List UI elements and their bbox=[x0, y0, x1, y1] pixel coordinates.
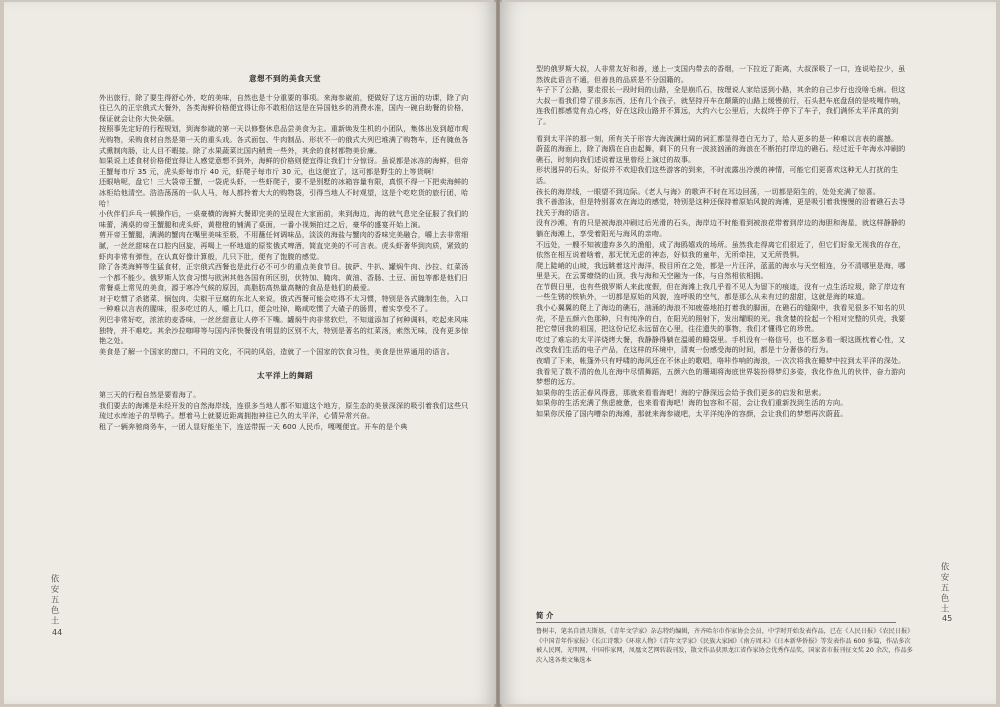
paragraph: 如果说上述食材价格便宜得让人感觉意想不到外，海鲜的价格则便宜得让我们十分惊讶。虽说都是冰冻的海鲜，但帝王蟹每市斤 35 元，虎头虾每市斤 40 元，虾爬子每市斤 30 元，也这便宜了，这可都是野生的上等货啊！ bbox=[99, 156, 469, 176]
left-page-number: 44 bbox=[52, 628, 63, 637]
paragraph: 还眼啥呢，盘它！三大袋帝王蟹，一袋虎头虾，一些虾爬子，要不是别墅的冰箱容量有限，真恨不得一下把卖海鲜的冰柜给他清空。浩浩荡荡的一队人马，每人都拎着大大的购物袋，引得当地人不时观望，这是个吃吃货的旅行团，哈哈！ bbox=[99, 177, 469, 208]
article-title-food: 意想不到的美食天堂 bbox=[249, 74, 321, 83]
bio-divider bbox=[536, 622, 896, 623]
paragraph: 第三天的行程自然是要看海了。 bbox=[99, 390, 201, 400]
paragraph: 我小心翼翼的爬上了海边的礁石，汹涌的海浪不知疲倦地拍打着我的脚面，在礁石的缝隙中，我看见很多不知名的贝壳，不是五颜六色那种，只有纯净的白，在阳光的照射下，发出耀眼的光。我贪婪的捡起一个相对完整的贝壳，我要把它带回我的祖国，把这份记忆永远留在心里，往往遗失的事物，我们才懂得它的珍贵。 bbox=[536, 303, 906, 334]
paragraph: 孩长的海岸线，一眼望不到边际。《老人与海》的歌声不时在耳边回荡，一切都是陌生的，处处充满了惊喜。 bbox=[536, 186, 881, 196]
paragraph: 车子下了公路，要走很长一段时间的山路，全是崩爪石，按理说人家给送到小路，其余的自己步行也没啥毛病。但这大叔一看我们带了很多东西，还有几个孩子，就坚持开车在颠簸的山路上缓慢前行，石头把车底盘刮的是吱嘎作响，连我们都感觉有点心疼，好在这段山路并不算远，大约六七公里后，大叔终于停下了车子，我们满怀太平洋真的到了。 bbox=[536, 85, 906, 126]
paragraph: 看到太平洋的那一刻，所有关于形容大海波澜壮阔的词汇都显得苍白无力了，给人更多的是一种难以言表的震撼。 bbox=[536, 133, 899, 143]
paragraph: 爬上陡峭的山坡，我远眺着这片海洋，极目所在之处，都是一片汪洋，蓝蓝的海水与天空相连，分不清哪里是海，哪里是天，在云雾缭绕的山顶，我与海和天空融为一体，与自然相依相拥。 bbox=[536, 260, 906, 281]
article-title-pacific: 太平洋上的舞蹈 bbox=[257, 371, 313, 381]
paragraph: 按照事先定好的行程规划，到海参崴的第一天以修整休息品尝美食为主。重新焕发生机的小团队，集体出发到超市观光购物，采购食材自然是第一天的重头戏。各式面包、牛肉制品、形状不一的俄式大列巴堆满了购物车，还有腌鱼各式熏制肉肠，让人目不暇接。除了水果蔬菜比国内稍贵一些外，其余的食材都物美价廉。 bbox=[99, 124, 469, 155]
paragraph: 列巴非常好吃，浓浓的麦香味，一丝丝甜意让人停不下嘴。罐焖牛肉非常软烂，不知道添加了何种调料，吃起来风味独特，并不难吃。其余沙拉咖啡等与国内洋快餐没有明显的区别不大，特别是著名的红菜汤，索然无味，没有更多惊艳之处。 bbox=[99, 315, 469, 346]
paragraph: 不远处，一艘不知被遗弃多久的渔船，成了海鸥嬉戏的场所。虽然我走得离它们很近了，但它们好象无视我的存在，依然在相互说着啥着，那无忧无虑的神态，好似我的童年，无所牵挂，又无所畏惧。 bbox=[536, 239, 906, 260]
left-page-text-column bbox=[99, 74, 471, 432]
paragraph: 租了一辆奔驰商务车，一团人显好能坐下，连送带振一天 600 人民币，嘎嘎便宜。开车的是个典 bbox=[99, 421, 408, 431]
bio-heading: 简 介 bbox=[536, 611, 554, 620]
paragraph: 吃过了难忘的太平洋烧烤大餐，我静静得躺在温暖的睡袋里。手机没有一格信号，也不愿多看一眼这既枕着心性，又改变我们生活的电子产品，在这样的环境中，清爽一份感受海的时间，都是十分奢侈的行为。 bbox=[536, 334, 906, 355]
paragraph: 蔚蓝的海面上，除了海鸥在自由起舞，剩下的只有一波波汹涌的海浪在不断拍打岸边的礁石。经过近千年海水冲刷的礁石，时刻向我们述说着这里曾经上演过的故事。 bbox=[536, 144, 906, 164]
paragraph: 我们要去的海滩是未经开发的自然海岸线，连很多当地人都不知道这个地方，原生态的美景深深的吸引着我们这些只琉过水库池子的旱鸭子。想着马上就要近距离拥抱神往已久的太平洋，心情异常兴奋。 bbox=[99, 400, 469, 421]
paragraph: 美食是了解一个国家的窗口，不同的文化，不同的风俗，造就了一个国家的饮食习性，美食是世界通用的语言。 bbox=[99, 346, 454, 356]
right-page-number: 45 bbox=[942, 614, 953, 623]
right-page bbox=[500, 2, 996, 704]
paragraph: 小伙伴们乒乓一顿操作后，一桌豪横的海鲜大餐即完美的呈现在大家面前，来到海边，海的就气息完全征服了我们的味蕾，满桌的帝王蟹腿和虎头虾，黄橙橙的铺满了桌面，一番小视频拍过之后，豪华的盛宴开始上演。 bbox=[99, 209, 469, 229]
right-page-text-column bbox=[536, 64, 912, 420]
right-side-label: 依安五色土 bbox=[939, 562, 949, 615]
paragraph: 除了各类海鲜等生猛食材，正宗俄式西餐也是此行必不可少的重点美食节目。披萨、牛扒、罐焖牛肉、沙拉、红菜汤一个都不能少。俄罗斯人饮食习惯与欧洲其他各国有所区别，伏特加、腌肉、黄油、香肠、土豆、面包等都是他们日常餐桌上常见的美食，源于寒冷气候的原因，高脂肪高热量高糖的食品是他们的最爱。 bbox=[99, 262, 469, 293]
paragraph: 形状迥异的石头，好似并不欢迎我们这些游客的到来，不时流露出冷漠的神情，可能它们更喜欢这种无人打扰的生活。 bbox=[536, 165, 899, 185]
paragraph: 剪开帝王蟹腿，满满的蟹肉在嘴里美味至极，不用蘸任何调味品，淡淡的海盐与蟹肉的香味完美融合，嚼上去非常细腻，一丝丝甜味在口腔内回旋，再喝上一杯地道的原浆俄式啤酒，简直完美的不可言表。虎头虾奢华到肉质，紧致的虾肉非常有弹性，在认真好像计算般，几只下肚，便有了饱腹的感觉。 bbox=[99, 230, 469, 261]
paragraph: 我不善游泳，但是特别喜欢在海边的感觉，特别是这种还保持着原始风貌的海滩，更是吸引着我慢慢的沿着礁石去寻找关于海的语言。 bbox=[536, 197, 906, 217]
left-side-label: 依安五色土 bbox=[49, 574, 59, 627]
paragraph: 外出旅行，除了要生得舒心外，吃的美味，自然也是十分重要的事项。来海参崴前，便做好了这方面的功课，除了向往已久的正宗俄式大餐外，各类海鲜价格便宜得让你不敢相信这是在异国他乡的消费水准，国内一碗自助餐的价格，保证就会让你大快朵颐。 bbox=[99, 92, 469, 123]
paragraph: 如果你厌倦了国内嘈杂的海滩，那就来海参崴吧，太平洋纯净的容颜，会让我们的梦想再次蔚蓝。 bbox=[536, 409, 848, 418]
paragraph: 如果你的生活充满了焦虑疲惫，也来看看海吧！海的包容和不屈，会让我们重新找到生活的方向。 bbox=[536, 398, 848, 408]
paragraph: 夜晴了下来，帐篷外只有呼啸的海风还在不休止的歌唱，咯咔作响的海浪，一次次将我在睡梦中拉到太平洋的深处。我看见了数不清的鱼儿在海中尽情舞蹈，五颜六色的珊瑚将海底世界装扮得梦幻多姿，我化作鱼儿的伙伴，奋力游向梦想的远方。 bbox=[536, 356, 906, 387]
paragraph: 如果你的生活正春风得意，那就来看看海吧！海的宁静深远会给予我们更多的启发和思索。 bbox=[536, 387, 826, 397]
paragraph: 在节假日里，也有些俄罗斯人来此度假，但在海滩上我几乎看不见人为留下的痕迹，没有一点生活垃圾，除了岸边有一些生锈的铁轨外，一切都是原始的风貌，连呼吸的空气，都是那么从未有过的甜甜，这就是海的味道。 bbox=[536, 281, 906, 302]
left-page bbox=[4, 2, 496, 704]
paragraph: 没有沙滩，有的只是被海浪冲刷过后光滑的石头，海岸边不时能看到被浪花带着到岸边的海胆和海星，就这样静静的躺在海滩上，享受着阳光与海风的亲吻。 bbox=[536, 218, 906, 238]
author-bio: 鲁树丰，笔名自清夫斯基，《青年文学家》杂志特约编辑，齐齐哈尔市作家协会会员，中学时开始发表作品，已在《人民日报》《农民日报》《中国青年作家报》《长江诗歌》《环球人物》《青年文学家》《民族大家园》《南方周末》《日本新华侨报》等发表作品 600 多篇，作品多次被人民网，光明网，中国作家网，凤凰文艺网转载刊发，散文作品获黑龙江省作家协会优秀作品奖，国家省市报刊征文奖 20 余次，作品多次入选各类文集选本 bbox=[536, 628, 914, 664]
paragraph: 型的俄罗斯大叔，人非常友好和善，递上一支国内带去的香烟，一下拉近了距离，大叔深吸了一口，连说哈拉少，虽然彼此语言不通，但善良的品质是不分国籍的。 bbox=[536, 64, 906, 84]
paragraph: 对于吃惯了杀猪菜、锅包肉、尖椒干豆腐的东北人来说，俄式西餐可能会吃得不太习惯，特别是各式腌制生鱼，入口一种难以言表的腥味，很多吃过的人，嚼上几口，便会吐掉，略咸吃惯了大碴子的肠胃，着实享受不了。 bbox=[99, 293, 469, 314]
